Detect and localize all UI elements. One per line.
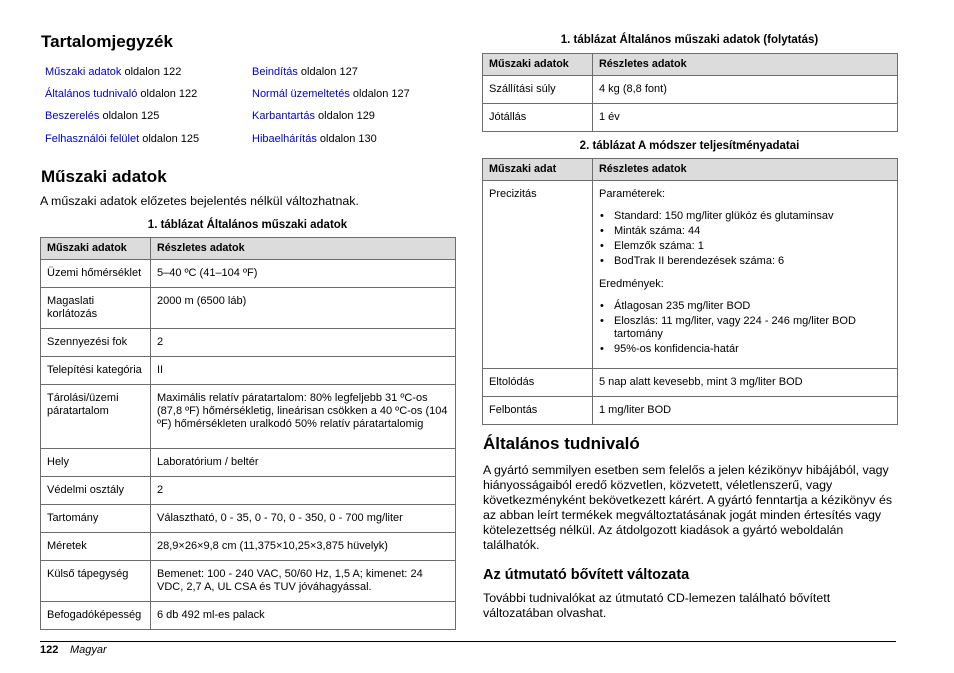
- table-cell-label: Telepítési kategória: [41, 357, 151, 385]
- extended-manual-title: Az útmutató bővített változata: [483, 567, 690, 583]
- toc-link[interactable]: Hibaelhárítás: [252, 133, 317, 145]
- table-cell-value: [593, 181, 898, 369]
- table-cell-label: Külső tápegység: [41, 561, 151, 602]
- toc-title: Tartalomjegyzék: [41, 32, 173, 51]
- table-cell-value: 28,9×26×9,8 cm (11,375×10,25×3,875 hüvelyk): [151, 533, 456, 561]
- toc-link[interactable]: Karbantartás: [252, 110, 315, 122]
- table-row: [483, 369, 898, 397]
- list-item: • Elemzők száma: 1: [599, 240, 891, 253]
- table-header-row: [483, 54, 898, 76]
- table-row: [483, 397, 898, 425]
- general-specs-table-continued: [482, 53, 898, 132]
- toc-link[interactable]: Beindítás: [252, 66, 298, 78]
- table-row: [41, 260, 456, 288]
- table-cell-label: Hely: [41, 449, 151, 477]
- table-row: [41, 329, 456, 357]
- specs-title: Műszaki adatok: [41, 167, 167, 186]
- table-cell-value: 5–40 ºC (41–104 ºF): [151, 260, 456, 288]
- table-cell-label: Precizitás: [483, 181, 593, 369]
- table-cell-label: Magaslati korlátozás: [41, 288, 151, 329]
- table-cell-value: Laboratórium / beltér: [151, 449, 456, 477]
- toc-page-ref: oldalon 130: [316, 133, 377, 145]
- toc-item[interactable]: [45, 88, 197, 101]
- table-row: [483, 76, 898, 104]
- table-cell-label: Felbontás: [483, 397, 593, 425]
- list-item: • Eloszlás: 11 mg/liter, vagy 224 - 246 mg/liter BOD tartomány: [599, 315, 891, 341]
- page-number: 122: [40, 644, 59, 656]
- table-row: [41, 385, 456, 449]
- table-cell-value: 2: [151, 329, 456, 357]
- table-row: [483, 104, 898, 132]
- footer-language: Magyar: [70, 644, 107, 656]
- table-row: [41, 533, 456, 561]
- table-header-cell: Műszaki adat: [483, 159, 593, 181]
- toc-link[interactable]: Normál üzemeltetés: [252, 88, 350, 100]
- table-cell-label: Méretek: [41, 533, 151, 561]
- table-row: [41, 477, 456, 505]
- toc-page-ref: oldalon 125: [139, 133, 200, 145]
- table-header-row: [41, 238, 456, 260]
- toc-link[interactable]: Műszaki adatok: [45, 66, 122, 78]
- toc-item[interactable]: [252, 66, 358, 79]
- toc-item[interactable]: [252, 133, 377, 146]
- toc-link[interactable]: Általános tudnivaló: [45, 88, 138, 100]
- list-item: • 95%-os konfidencia-határ: [599, 343, 891, 356]
- table-row: [41, 288, 456, 329]
- toc-link[interactable]: Beszerelés: [45, 110, 100, 122]
- table-cell-value: Bemenet: 100 - 240 VAC, 50/60 Hz, 1,5 A; kimenet: 24 VDC, 2,7 A, UL CSA és TUV jóváhagyással.: [151, 561, 456, 602]
- table-cell-label: Védelmi osztály: [41, 477, 151, 505]
- table-cell-value: Választható, 0 - 35, 0 - 70, 0 - 350, 0 - 700 mg/liter: [151, 505, 456, 533]
- table-cell-value: 6 db 492 ml-es palack: [151, 602, 456, 630]
- table-cell-value: 2000 m (6500 láb): [151, 288, 456, 329]
- table-row: [41, 505, 456, 533]
- table-row: [41, 449, 456, 477]
- table-cell-label: Tartomány: [41, 505, 151, 533]
- specs-intro: A műszaki adatok előzetes bejelentés nélkül változhatnak.: [40, 194, 359, 208]
- list-item: • Átlagosan 235 mg/liter BOD: [599, 300, 891, 313]
- table-cell-label: Szállítási súly: [483, 76, 593, 104]
- table-cell-label: Eltolódás: [483, 369, 593, 397]
- table2-caption: 2. táblázat A módszer teljesítményadatai: [579, 140, 800, 152]
- general-specs-table: [40, 237, 456, 630]
- toc-item[interactable]: [45, 110, 159, 123]
- table-cell-value: 1 mg/liter BOD: [593, 397, 898, 425]
- toc-item[interactable]: [252, 88, 410, 101]
- toc-link[interactable]: Felhasználói felület: [45, 133, 140, 145]
- toc-page-ref: oldalon 127: [297, 66, 358, 78]
- table-header-cell: Részletes adatok: [151, 238, 456, 260]
- list-item: • BodTrak II berendezések száma: 6: [599, 255, 891, 268]
- toc-page-ref: oldalon 129: [314, 110, 375, 122]
- table-cell-label: Jótállás: [483, 104, 593, 132]
- table-row: [41, 602, 456, 630]
- toc-item[interactable]: [45, 133, 199, 146]
- table-cell-label: Befogadóképesség: [41, 602, 151, 630]
- results-list: [599, 300, 891, 356]
- toc-page-ref: oldalon 127: [349, 88, 410, 100]
- table-cell-value: 4 kg (8,8 font): [593, 76, 898, 104]
- table-cell-label: Üzemi hőmérséklet: [41, 260, 151, 288]
- table-cell-value: II: [151, 357, 456, 385]
- toc-item[interactable]: [252, 110, 375, 123]
- results-label: Eredmények:: [599, 278, 664, 290]
- extended-manual-body: További tudnivalókat az útmutató CD-lemezen található bővített változatában olvashat.: [483, 591, 831, 620]
- general-body: A gyártó semmilyen esetben sem felelős a jelen kézikönyv hibájából, vagy hiányosságaiból eredő közvetlen, közvetett, véletlenszerű, vagy következményként bekövetkezett kárért. A gyártó fenntartja a kézikönyv és az abban leírt termékek megváltoztatásának jogát minden értesítés vagy kötelezettség nélkül. Az átdolgozott kiadások a gyártó weboldalán találhatók.: [483, 463, 893, 552]
- table-row: [483, 181, 898, 369]
- table-header-cell: Műszaki adatok: [483, 54, 593, 76]
- table-cell-value: 5 nap alatt kevesebb, mint 3 mg/liter BOD: [593, 369, 898, 397]
- params-list: [599, 210, 891, 268]
- table-header-cell: Részletes adatok: [593, 54, 898, 76]
- toc-item[interactable]: [45, 66, 181, 79]
- table-row: [41, 357, 456, 385]
- table-header-row: [483, 159, 898, 181]
- table1-caption: 1. táblázat Általános műszaki adatok: [147, 219, 348, 231]
- method-performance-table: [482, 158, 898, 425]
- table1-cont-caption: 1. táblázat Általános műszaki adatok (folytatás): [560, 34, 819, 46]
- table-row: [41, 561, 456, 602]
- list-item: • Standard: 150 mg/liter glükóz és glutaminsav: [599, 210, 891, 223]
- toc-page-ref: oldalon 122: [121, 66, 182, 78]
- params-label: Paraméterek:: [599, 188, 666, 200]
- list-item: • Minták száma: 44: [599, 225, 891, 238]
- toc-page-ref: oldalon 122: [137, 88, 198, 100]
- footer-divider: [40, 641, 896, 642]
- table-cell-value: 1 év: [593, 104, 898, 132]
- table-header-cell: Műszaki adatok: [41, 238, 151, 260]
- table-cell-value: Maximális relatív páratartalom: 80% legfeljebb 31 ºC-os (87,8 ºF) hőmérsékletig, lineárisan csökken a 40 ºC-os (104 ºF) hőmérsékleten uralkodó 50% relatív páratartalomig: [151, 385, 456, 449]
- table-header-cell: Részletes adatok: [593, 159, 898, 181]
- table-cell-label: Tárolási/üzemi páratartalom: [41, 385, 151, 449]
- toc-page-ref: oldalon 125: [99, 110, 160, 122]
- general-title: Általános tudnivaló: [483, 434, 640, 453]
- table-cell-label: Szennyezési fok: [41, 329, 151, 357]
- table-cell-value: 2: [151, 477, 456, 505]
